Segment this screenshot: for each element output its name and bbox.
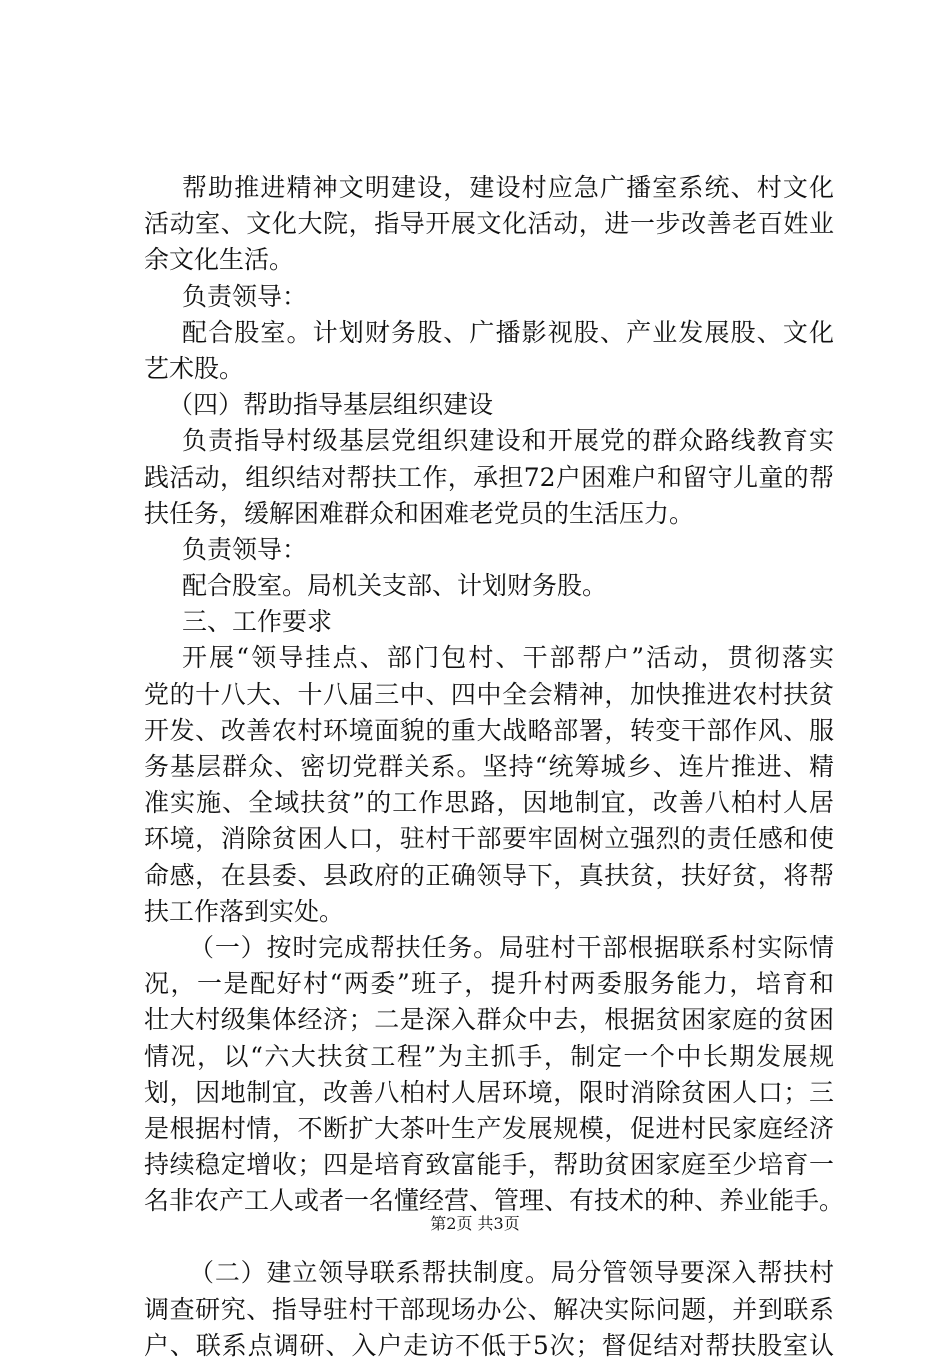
section-heading: 三、工作要求: [182, 607, 333, 637]
paragraph-line: 负责指导村级基层党组织建设和开展党的群众路线教育实: [182, 426, 834, 456]
paragraph-line: 艺术股。: [144, 353, 245, 383]
paragraph-line: （一）按时完成帮扶任务。局驻村干部根据联系村实际情: [189, 932, 834, 962]
document-body: [144, 170, 845, 1364]
paragraph-line: 负责领导：: [182, 281, 308, 311]
paragraph-line: 划，因地制宜，改善八柏村人居环境，限时消除贫困人口；三: [144, 1077, 834, 1107]
paragraph-line: 壮大村级集体经济；二是深入群众中去，根据贫困家庭的贫困: [144, 1005, 834, 1035]
paragraph-line: 持续稳定增收；四是培育致富能手，帮助贫困家庭至少培育一: [144, 1150, 834, 1180]
paragraph-line: （二）建立领导联系帮扶制度。局分管领导要深入帮扶村: [189, 1258, 834, 1288]
paragraph-line: 帮助推进精神文明建设，建设村应急广播室系统、村文化: [182, 173, 834, 202]
section-heading: （四）帮助指导基层组织建设: [168, 390, 494, 420]
paragraph-line: 况，一是配好村“两委”班子，提升村两委服务能力，培育和: [144, 969, 834, 999]
paragraph-line: 开展“领导挂点、部门包村、干部帮户”活动，贯彻落实: [182, 643, 834, 673]
paragraph-line: 名非农产工人或者一名懂经营、管理、有技术的种、养业能手。: [144, 1186, 845, 1216]
paragraph-line: 情况，以“六大扶贫工程”为主抓手，制定一个中长期发展规: [144, 1041, 834, 1071]
page-number-footer: 第2页 共3页: [430, 1214, 520, 1233]
paragraph-line: 扶任务，缓解困难群众和困难老党员的生活压力。: [144, 498, 695, 528]
paragraph-line: 配合股室。计划财务股、广播影视股、产业发展股、文化: [182, 317, 834, 347]
paragraph-line: 户、联系点调研、入户走访不低于5次；督促结对帮扶股室认: [144, 1330, 834, 1360]
paragraph-line: 余文化生活。: [144, 245, 295, 275]
paragraph-line: 调查研究、指导驻村干部现场办公、解决实际问题，并到联系: [144, 1294, 834, 1324]
paragraph-line: 配合股室。局机关支部、计划财务股。: [182, 571, 608, 601]
paragraph-line: 环境，消除贫困人口，驻村干部要牢固树立强烈的责任感和使: [144, 824, 834, 854]
paragraph-line: 准实施、全域扶贫”的工作思路，因地制宜，改善八柏村人居: [144, 788, 834, 818]
paragraph-line: 践活动，组织结对帮扶工作，承担72户困难户和留守儿童的帮: [144, 462, 834, 492]
paragraph-line: 开发、改善农村环境面貌的重大战略部署，转变干部作风、服: [144, 715, 834, 745]
paragraph-line: 党的十八大、十八届三中、四中全会精神，加快推进农村扶贫: [144, 679, 834, 709]
paragraph-line: 活动室、文化大院，指导开展文化活动，进一步改善老百姓业: [144, 209, 834, 239]
paragraph-line: 命感，在县委、县政府的正确领导下，真扶贫，扶好贫，将帮: [144, 860, 834, 890]
paragraph-line: 务基层群众、密切党群关系。坚持“统筹城乡、连片推进、精: [144, 752, 834, 781]
paragraph-line: 负责领导：: [182, 534, 308, 564]
paragraph-line: 是根据村情，不断扩大茶叶生产发展规模，促进村民家庭经济: [144, 1113, 834, 1143]
paragraph-line: 扶工作落到实处。: [144, 896, 345, 926]
